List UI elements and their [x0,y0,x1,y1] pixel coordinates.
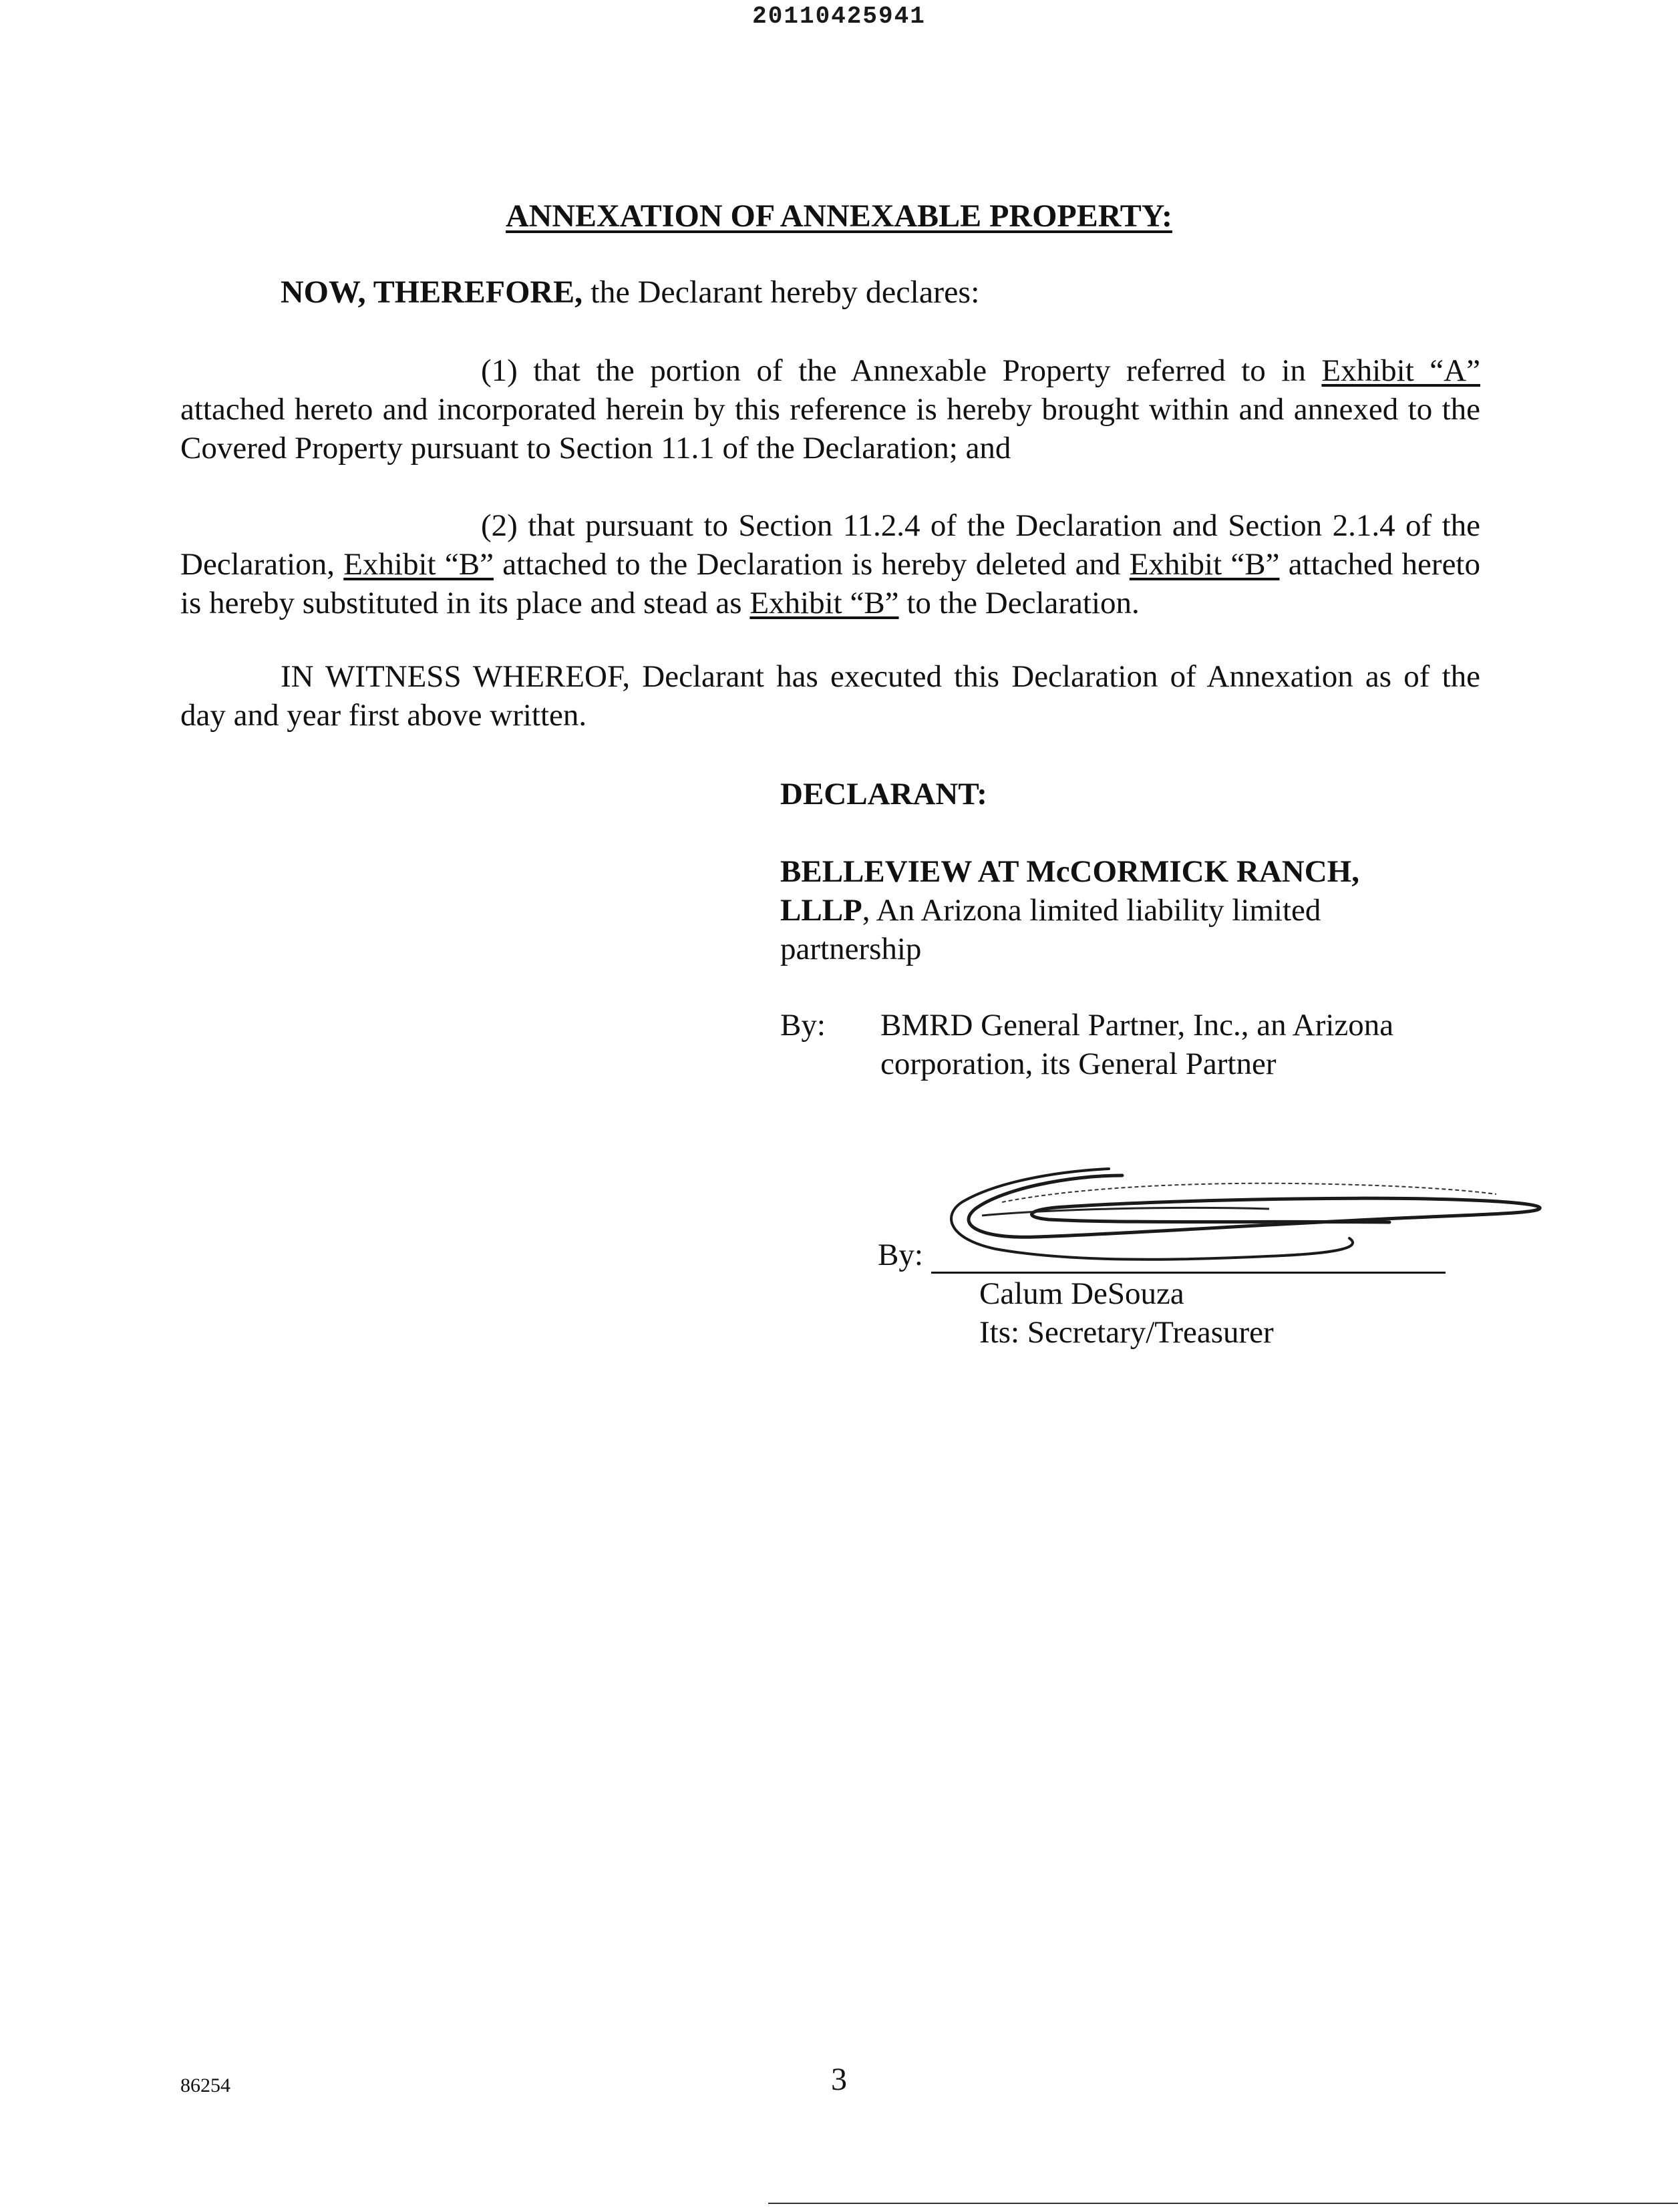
signer-title: Its: Secretary/Treasurer [979,1315,1274,1350]
paragraph-2-text-middle2: attached hereto is hereby substituted in its place and stead as [180,547,1480,620]
declarant-label: DECLARANT: [780,777,987,811]
paragraph-2-text-end: to the Declaration. [898,586,1140,620]
paragraph-1-text-end: attached hereto and incorporated herein by this reference is hereby brought within and annexed to the Covered Property pursuant to Section 11.1 of the Declaration; and [180,392,1480,466]
section-heading: ANNEXATION OF ANNEXABLE PROPERTY: [506,198,1172,234]
recording-number: 20110425941 [752,3,926,30]
paragraph-1 [180,351,1480,468]
witness-text: IN WITNESS WHEREOF, Declarant has executed this Declaration of Annexation as of the day and year first above written. [180,659,1480,733]
paragraph-2-text-start: (2) that pursuant to Section 11.2.4 of the Declaration and Section 2.1.4 of the Declaration, [180,508,1480,582]
footer-document-code: 86254 [180,2074,230,2096]
exhibit-a-reference: Exhibit “A” [1321,353,1480,388]
intro-line [281,274,979,311]
signature-by-label: By: [878,1238,923,1272]
intro-bold: NOW, THEREFORE, [281,274,583,310]
page-number: 3 [831,2062,847,2097]
paragraph-2 [180,506,1480,622]
declarant-entity [780,852,1448,968]
handwritten-signature [922,1162,1550,1269]
scan-edge-line [768,2203,1678,2204]
general-partner-text: BMRD General Partner, Inc., an Arizona corporation, its General Partner [880,1008,1394,1081]
paragraph-1-text-start: (1) that the portion of the Annexable Property referred to in [481,353,1322,388]
signer-name: Calum DeSouza [979,1276,1184,1311]
exhibit-b-reference-2: Exhibit “B” [1129,547,1280,582]
exhibit-b-reference-1: Exhibit “B” [343,547,494,582]
declarant-entity-name: BELLEVIEW AT McCORMICK RANCH, LLLP [780,854,1359,928]
signature-line [931,1272,1446,1274]
by-label: By: [780,1008,826,1043]
paragraph-2-text-middle: attached to the Declaration is hereby deleted and [493,547,1130,582]
declarant-entity-description: , An Arizona limited liability limited partnership [780,893,1321,966]
exhibit-b-reference-3: Exhibit “B” [749,586,899,620]
intro-text: the Declarant hereby declares: [582,274,980,310]
paragraph-3 [180,657,1480,735]
